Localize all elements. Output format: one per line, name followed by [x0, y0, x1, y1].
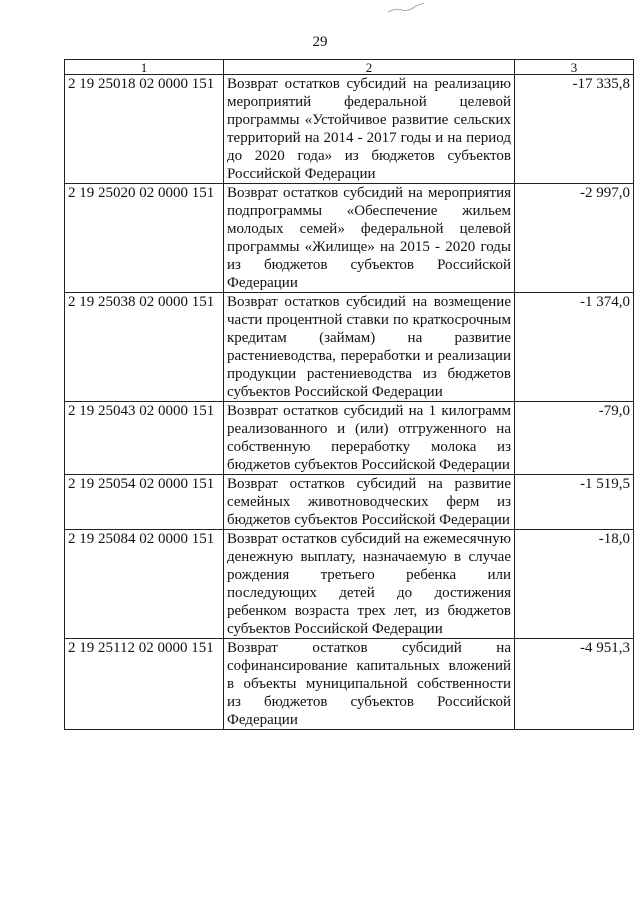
amount-cell: -17 335,8: [515, 75, 634, 184]
budget-code-cell: 2 19 25043 02 0000 151: [65, 402, 224, 475]
description-cell: Возврат остатков субсидий на софинансирование капитальных вложений в объекты муниципальной собственности из бюджетов субъектов Российской Федерации: [224, 639, 515, 730]
column-header-2: 2: [224, 60, 515, 75]
budget-code-cell: 2 19 25020 02 0000 151: [65, 184, 224, 293]
amount-cell: -79,0: [515, 402, 634, 475]
amount-cell: -2 997,0: [515, 184, 634, 293]
table-row: [65, 75, 634, 184]
budget-table: [64, 59, 634, 730]
amount-cell: -18,0: [515, 530, 634, 639]
budget-code-cell: 2 19 25084 02 0000 151: [65, 530, 224, 639]
description-cell: Возврат остатков субсидий на мероприятия подпрограммы «Обеспечение жильем молодых семей» федеральной целевой программы «Жилище» на 2015 - 2020 годы из бюджетов субъектов Российской Федерации: [224, 184, 515, 293]
amount-cell: -1 374,0: [515, 293, 634, 402]
amount-cell: -4 951,3: [515, 639, 634, 730]
description-cell: Возврат остатков субсидий на развитие семейных животноводческих ферм из бюджетов субъектов Российской Федерации: [224, 475, 515, 530]
table-header-row: [65, 60, 634, 75]
column-header-3: 3: [515, 60, 634, 75]
table-row: [65, 184, 634, 293]
table-row: [65, 530, 634, 639]
table-row: [65, 293, 634, 402]
table-row: [65, 402, 634, 475]
description-cell: Возврат остатков субсидий на возмещение части процентной ставки по краткосрочным кредитам (займам) на развитие растениеводства, переработки и реализации продукции растениеводства из бюджетов субъектов Российской Федерации: [224, 293, 515, 402]
description-cell: Возврат остатков субсидий на ежемесячную денежную выплату, назначаемую в случае рождения третьего ребенка или последующих детей до достижения ребенком возраста трех лет, из бюджетов субъектов Российской Федерации: [224, 530, 515, 639]
page-number: 29: [312, 34, 328, 50]
amount-cell: -1 519,5: [515, 475, 634, 530]
column-header-1: 1: [65, 60, 224, 75]
budget-code-cell: 2 19 25018 02 0000 151: [65, 75, 224, 184]
budget-code-cell: 2 19 25112 02 0000 151: [65, 639, 224, 730]
budget-code-cell: 2 19 25038 02 0000 151: [65, 293, 224, 402]
table-row: [65, 475, 634, 530]
pen-mark-scribble: [386, 0, 426, 16]
description-cell: Возврат остатков субсидий на реализацию мероприятий федеральной целевой программы «Устойчивое развитие сельских территорий на 2014 - 2017 годы и на период до 2020 года» из бюджетов субъектов Российской Федерации: [224, 75, 515, 184]
budget-code-cell: 2 19 25054 02 0000 151: [65, 475, 224, 530]
table-row: [65, 639, 634, 730]
description-cell: Возврат остатков субсидий на 1 килограмм реализованного и (или) отгруженного на собственную переработку молока из бюджетов субъектов Российской Федерации: [224, 402, 515, 475]
